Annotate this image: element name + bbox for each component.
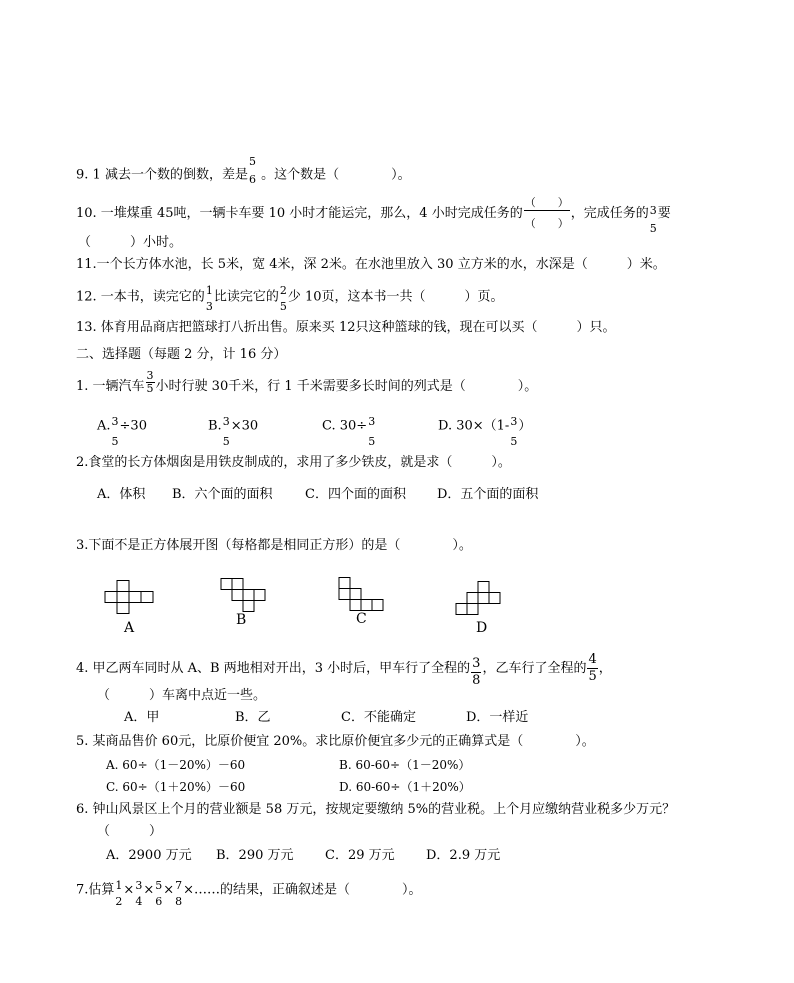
c1-text: 1. 一辆汽车 xyxy=(76,379,145,394)
choice-question-2: 2.食堂的长方体烟囱是用铁皮制成的，求用了多少铁皮，就是求（ ）。 xyxy=(76,455,511,470)
c7-fraction-2: 3 4 xyxy=(135,879,143,908)
c4-option-d: D．一样近 xyxy=(466,710,529,725)
choice-question-7: 7.估算 1 2 × 3 4 × 5 6 × 7 8 ×……的结果，正确叙述是（ ）。 xyxy=(76,879,422,908)
choice-question-1 xyxy=(76,369,538,399)
c4-option-b: B．乙 xyxy=(235,710,271,725)
c1-option-d: D. 30×（1- 3 5 ） xyxy=(438,415,532,448)
c7-fraction-1: 1 2 xyxy=(115,879,123,908)
c1-option-d-fraction: 3 5 xyxy=(510,415,518,448)
c4-option-a: A．甲 xyxy=(124,710,160,725)
c4-text: 4. 甲乙两车同时从 A、B 两地相对开出，3 小时后，甲车行了全程的 xyxy=(76,661,471,676)
section-title: 二、选择题（每题 2 分，计 16 分） xyxy=(76,347,287,362)
c4-line2: （ ）车离中点近一些。 xyxy=(97,688,267,703)
c2-option-d: D．五个面的面积 xyxy=(437,487,539,502)
c5-option-c: C. 60÷（1＋20%）－60 xyxy=(106,780,246,794)
c1-option-a: A. 3 5 ÷30 xyxy=(97,415,147,448)
c7-fraction-3: 5 6 xyxy=(155,879,163,908)
q12-fraction-1: 1 3 xyxy=(205,284,213,313)
c5-option-d: D. 60-60÷（1＋20%） xyxy=(339,780,471,794)
q9-text: 9. 1 减去一个数的倒数，差是 xyxy=(76,167,248,183)
c2-option-a: A．体积 xyxy=(97,487,146,502)
c1-option-c-fraction: 3 5 xyxy=(368,415,376,448)
question-10 xyxy=(76,196,671,235)
choice-question-3: 3.下面不是正方体展开图（每格都是相同正方形）的是（ ）。 xyxy=(76,538,472,553)
net-d-figure xyxy=(455,581,503,617)
c4-option-c: C．不能确定 xyxy=(341,710,416,725)
c2-option-b: B．六个面的面积 xyxy=(172,487,273,502)
c7-fraction-4: 7 8 xyxy=(175,879,183,908)
c1-option-b: B. 3 5 ×30 xyxy=(208,415,259,448)
q10-mid: ，完成任务的 xyxy=(570,206,649,221)
c6-option-c: C．29 万元 xyxy=(325,848,395,863)
choice-question-6: 6. 钟山风景区上个月的营业额是 58 万元，按规定要缴纳 5%的营业税。上个月应缴纳营业税多少万元？ xyxy=(76,802,676,817)
q12-fraction-2: 2 5 xyxy=(279,284,287,313)
q12-text: 12. 一本书，读完它的 xyxy=(76,289,205,305)
q10-blank-fraction: $\frac{( )}{( )}$ xyxy=(524,196,569,230)
question-11: 11.一个长方体水池，长 5米，宽 4米，深 2米。在水池里放入 30 立方米的水，水深是（ ）米。 xyxy=(76,257,666,272)
c5-option-b: B. 60-60÷（1－20%） xyxy=(339,758,471,772)
q9-tail: 。这个数是（ ）。 xyxy=(256,167,411,183)
choice-question-5: 5. 某商品售价 60元，比原价便宜 20%。求比原价便宜多少元的正确算式是（ ）。 xyxy=(76,734,595,749)
net-a-label: A xyxy=(124,620,135,636)
c7-tail: ×……的结果，正确叙述是（ ）。 xyxy=(183,882,422,898)
q9-fraction: 5 6 xyxy=(248,155,256,186)
c4-fraction-1: $\frac{3}{8}$ xyxy=(472,656,481,688)
c5-option-a: A. 60÷（1－20%）－60 xyxy=(106,758,246,772)
c6-option-b: B．290 万元 xyxy=(216,848,294,863)
net-a-figure xyxy=(104,580,154,616)
net-d-label: D xyxy=(476,620,488,636)
q10-text: 10. 一堆煤重 45吨，一辆卡车要 10 小时才能运完，那么，4 小时完成任务的 xyxy=(76,206,523,221)
q10-line2: （ ）小时。 xyxy=(78,235,183,250)
question-9 xyxy=(76,155,411,190)
c6-option-a: A．2900 万元 xyxy=(106,848,192,863)
q12-tail: 少 10页，这本书一共（ ）页。 xyxy=(287,289,504,305)
c4-fraction-2: $\frac{4}{5}$ xyxy=(588,652,597,684)
q10-fraction: 3 5 xyxy=(649,203,657,235)
q10-tail: 要 xyxy=(657,206,671,221)
c1-fraction: $\frac{3}{5}$ xyxy=(146,369,154,395)
c6-option-d: D．2.9 万元 xyxy=(426,848,501,863)
c2-option-c: C．四个面的面积 xyxy=(305,487,406,502)
net-b-label: B xyxy=(236,612,247,628)
c7-text: 7.估算 xyxy=(76,882,115,898)
c1-option-c: C. 30÷ 3 5 xyxy=(322,415,376,448)
question-13: 13. 体育用品商店把篮球打八折出售。原来买 12只这种篮球的钱，现在可以买（ ）只。 xyxy=(76,320,616,335)
c1-option-a-fraction: 3 5 xyxy=(111,415,119,448)
choice-question-4: 4. 甲乙两车同时从 A、B 两地相对开出，3 小时后，甲车行了全程的 $\frac{3}{8}$ ，乙车行了全程的 $\frac{4}{5}$ ， xyxy=(76,652,612,688)
c1-option-b-fraction: 3 5 xyxy=(222,415,230,448)
c6-line2: （ ） xyxy=(97,824,163,839)
question-12 xyxy=(76,283,504,311)
net-b-figure xyxy=(220,578,266,614)
net-c-figure xyxy=(338,577,384,613)
c1-tail: 小时行驶 30千米，行 1 千米需要多长时间的列式是（ ）。 xyxy=(155,379,538,394)
c4-mid: ，乙车行了全程的 xyxy=(482,661,587,676)
net-c-label: C xyxy=(356,611,367,627)
q12-mid: 比读完它的 xyxy=(213,289,279,305)
